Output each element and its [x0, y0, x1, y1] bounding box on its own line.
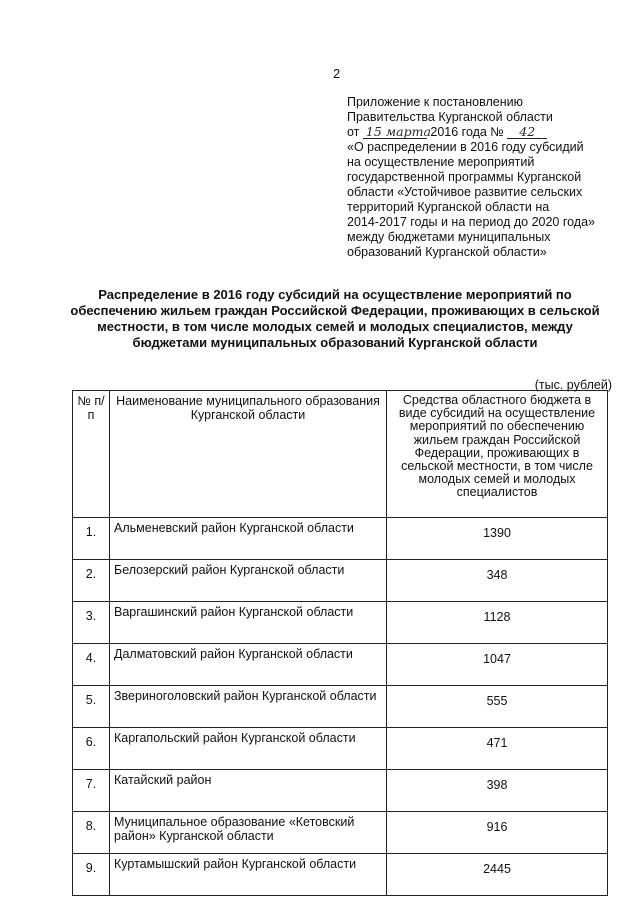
appendix-line: государственной программы Курганской — [347, 170, 582, 184]
row-municipality: Звериноголовский район Курганской области — [110, 686, 387, 728]
handwritten-number: 42 — [507, 125, 547, 139]
row-municipality: Альменевский район Курганской области — [110, 518, 387, 560]
table-row — [73, 728, 608, 770]
appendix-line: образований Курганской области» — [347, 245, 547, 259]
row-municipality: Каргапольский район Курганской области — [110, 728, 387, 770]
appendix-line: между бюджетами муниципальных — [347, 230, 551, 244]
row-amount: 398 — [387, 770, 608, 812]
table-header-row — [73, 391, 608, 518]
row-number: 7. — [73, 770, 110, 812]
row-amount: 916 — [387, 812, 608, 854]
appendix-line: на осуществление мероприятий — [347, 155, 535, 169]
row-amount: 1047 — [387, 644, 608, 686]
table-row — [73, 560, 608, 602]
row-municipality: Куртамышский район Курганской области — [110, 854, 387, 896]
row-number: 9. — [73, 854, 110, 896]
row-number: 1. — [73, 518, 110, 560]
header-amount: Средства областного бюджета в виде субсидий на осуществление мероприятий по обеспечению жильем граждан Российской Федерации, проживающих в сельской местности, в том числе молодых семей и молодых специалистов — [387, 391, 608, 518]
appendix-line: Правительства Курганской области — [347, 110, 553, 124]
row-number: 6. — [73, 728, 110, 770]
document-title — [70, 287, 600, 351]
row-municipality: Катайский район — [110, 770, 387, 812]
row-amount: 348 — [387, 560, 608, 602]
table-row — [73, 518, 608, 560]
table-row — [73, 644, 608, 686]
title-line: обеспечению жильем граждан Российской Федерации, проживающих в сельской — [70, 303, 600, 318]
page-number: 2 — [333, 66, 341, 81]
appendix-block — [347, 95, 617, 260]
appendix-year: 2016 года № — [430, 125, 504, 139]
row-number: 4. — [73, 644, 110, 686]
units-label: (тыс. рублей) — [534, 378, 612, 392]
subsidy-table — [72, 390, 608, 896]
title-line: Распределение в 2016 году субсидий на осуществление мероприятий по — [98, 287, 572, 302]
row-number: 3. — [73, 602, 110, 644]
row-municipality: Муниципальное образование «Кетовский район» Курганской области — [110, 812, 387, 854]
appendix-line: 2014-2017 годы и на период до 2020 года» — [347, 215, 596, 229]
row-amount: 1128 — [387, 602, 608, 644]
row-number: 5. — [73, 686, 110, 728]
appendix-line: «О распределении в 2016 году субсидий — [347, 140, 584, 154]
table-row — [73, 602, 608, 644]
row-number: 8. — [73, 812, 110, 854]
table-row — [73, 812, 608, 854]
header-municipality: Наименование муниципального образования Курганской области — [110, 391, 387, 518]
table-row — [73, 686, 608, 728]
appendix-line: территорий Курганской области на — [347, 200, 550, 214]
handwritten-date: 15 марта — [363, 125, 427, 139]
row-municipality: Варгашинский район Курганской области — [110, 602, 387, 644]
title-line: местности, в том числе молодых семей и молодых специалистов, между — [97, 319, 573, 334]
table-row — [73, 770, 608, 812]
title-line: бюджетами муниципальных образований Курганской области — [132, 335, 538, 350]
appendix-date-line — [347, 125, 617, 140]
row-amount: 555 — [387, 686, 608, 728]
row-amount: 2445 — [387, 854, 608, 896]
row-amount: 1390 — [387, 518, 608, 560]
row-municipality: Далматовский район Курганской области — [110, 644, 387, 686]
row-number: 2. — [73, 560, 110, 602]
appendix-line: области «Устойчивое развитие сельских — [347, 185, 583, 199]
row-municipality: Белозерский район Курганской области — [110, 560, 387, 602]
appendix-ot: от — [347, 125, 360, 139]
appendix-line: Приложение к постановлению — [347, 95, 523, 109]
table-row — [73, 854, 608, 896]
header-number: № п/п — [73, 391, 110, 518]
row-amount: 471 — [387, 728, 608, 770]
